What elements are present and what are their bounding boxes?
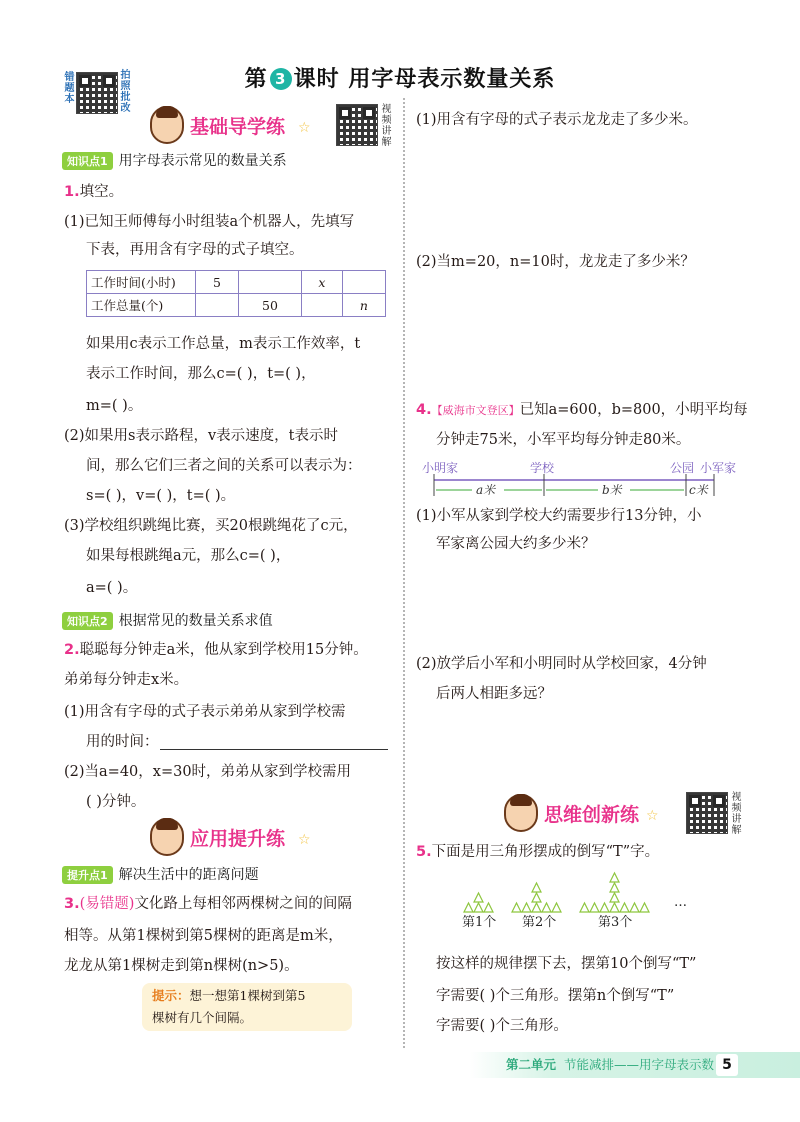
lesson-number-badge: 3 xyxy=(270,68,292,90)
triangle-mark xyxy=(532,883,541,892)
kp2-tag: 知识点2 xyxy=(62,612,113,630)
hint-line-1: 想一想第1棵树到第5 xyxy=(189,988,306,1003)
table-row xyxy=(87,271,386,294)
section-basic-label: 基础导学练 xyxy=(190,116,286,138)
tp1-text: 解决生活中的距离问题 xyxy=(118,867,259,883)
q2-l6: ( )分钟。 xyxy=(86,794,146,810)
q3-text: 文化路上每相邻两棵树之间的间隔 xyxy=(134,896,352,912)
triangle-mark xyxy=(610,873,619,882)
triangle-mark xyxy=(532,893,541,902)
q2-answer-line[interactable] xyxy=(160,749,388,750)
section-thinking-banner xyxy=(504,798,684,828)
q2-text: 聪聪每分钟走a米，他从家到学校用15分钟。 xyxy=(79,642,368,658)
section-apply-label: 应用提升练 xyxy=(190,828,286,850)
triangle-mark xyxy=(580,903,589,912)
q2-number: 2. xyxy=(64,642,80,658)
q4-number: 4. xyxy=(416,402,432,418)
q4-text: 已知a=600，b=800，小明平均每 xyxy=(519,402,748,418)
q4-tag: 【威海市文登区】 xyxy=(431,404,520,417)
footer-text: 节能减排——用字母表示数 xyxy=(564,1057,715,1072)
q5-l4: 字需要( )个三角形。 xyxy=(436,1018,568,1034)
triangle-mark xyxy=(464,903,473,912)
triangle-mark xyxy=(620,903,629,912)
improve-point-1 xyxy=(62,864,259,884)
mistake-book-label: 错题本 xyxy=(64,72,75,105)
table-row xyxy=(87,294,386,317)
kp1-tag: 知识点1 xyxy=(62,152,113,170)
q5-l1 xyxy=(416,842,659,862)
q4-p1-l2: 军家离公园大约多少米？ xyxy=(436,536,596,552)
table-row-head: 工作总量(个) xyxy=(87,294,196,317)
q1-number: 1. xyxy=(64,184,80,200)
q1-p1-l1: (1)已知王师傅每小时组装a个机器人，先填写 xyxy=(64,214,355,230)
q3-l1 xyxy=(64,894,352,914)
triangle-mark xyxy=(640,903,649,912)
q4-l2: 分钟走75米，小军平均每分钟走80米。 xyxy=(436,432,691,448)
triangle-mark xyxy=(522,903,531,912)
q2-l5: (2)当a=40，x=30时，弟弟从家到学校需用 xyxy=(64,764,352,780)
q2-l1 xyxy=(64,640,368,660)
star-icon: ☆ xyxy=(298,832,311,848)
page-title xyxy=(0,62,800,93)
q5-number: 5. xyxy=(416,844,432,860)
table-cell[interactable]: 50 xyxy=(238,294,301,317)
q1-p2-l1: (2)如果用s表示路程，v表示速度，t表示时 xyxy=(64,428,338,444)
q4-p1-l1: (1)小军从家到学校大约需要步行13分钟，小 xyxy=(416,508,702,524)
footer-unit: 第二单元 xyxy=(506,1057,557,1072)
triangle-mark xyxy=(474,903,483,912)
q1-p3-l1: (3)学校组织跳绳比赛，买20根跳绳花了c元， xyxy=(64,518,358,534)
triangle-mark xyxy=(590,903,599,912)
triangle-pattern xyxy=(456,866,696,930)
section-basic-banner xyxy=(150,110,340,140)
table-cell[interactable] xyxy=(196,294,239,317)
q2-l3: (1)用含有字母的式子表示弟弟从家到学校需 xyxy=(64,704,346,720)
triangle-mark xyxy=(532,903,541,912)
kp1-text: 用字母表示常见的数量关系 xyxy=(118,153,287,169)
table-cell[interactable]: x xyxy=(302,271,343,294)
qr-code-video-1[interactable] xyxy=(336,104,378,146)
pattern-label: 第2个 xyxy=(522,915,557,930)
mascot-icon xyxy=(504,794,538,832)
q1-p2-l3: s=( )，v=( )，t=( )。 xyxy=(86,488,236,504)
q3-l3: 龙龙从第1棵树走到第n棵树(n>5)。 xyxy=(64,958,299,974)
triangle-mark xyxy=(542,903,551,912)
hint-line-2: 棵树有几个间隔。 xyxy=(152,1010,253,1025)
section-apply-banner xyxy=(150,822,340,852)
title-prefix: 第 xyxy=(244,67,268,92)
triangle-mark xyxy=(552,903,561,912)
triangle-mark xyxy=(474,893,483,902)
photo-correct-label: 拍照批改 xyxy=(120,70,131,114)
table-cell[interactable] xyxy=(302,294,343,317)
pattern-label: 第3个 xyxy=(598,915,633,930)
column-divider xyxy=(403,98,405,1048)
triangle-mark xyxy=(610,893,619,902)
place-label: 公园 xyxy=(670,461,695,475)
work-table xyxy=(86,270,386,317)
table-cell[interactable]: 5 xyxy=(196,271,239,294)
video-label-2: 视频讲解 xyxy=(731,792,742,836)
knowledge-point-1 xyxy=(62,150,287,170)
pattern-ellipsis: … xyxy=(674,895,687,910)
segment-label: b米 xyxy=(602,483,622,497)
q3-hint-box xyxy=(142,983,352,1031)
q4-p2-l1: (2)放学后小军和小明同时从学校回家，4分钟 xyxy=(416,656,707,672)
mascot-icon xyxy=(150,818,184,856)
place-label: 小明家 xyxy=(422,461,459,475)
triangle-mark xyxy=(484,903,493,912)
q5-text: 下面是用三角形摆成的倒写“T”字。 xyxy=(431,844,660,860)
q3-tag: (易错题) xyxy=(79,896,135,912)
q1-p2-l2: 间，那么它们三者之间的关系可以表示为： xyxy=(86,458,362,474)
table-cell[interactable] xyxy=(342,271,385,294)
q3-number: 3. xyxy=(64,896,80,912)
star-icon: ☆ xyxy=(298,120,311,136)
mascot-icon xyxy=(150,106,184,144)
q1-title xyxy=(64,182,123,202)
q3-right-p2: (2)当m=20，n=10时，龙龙走了多少米？ xyxy=(416,254,695,270)
section-thinking-label: 思维创新练 xyxy=(544,804,640,826)
qr-code-video-2[interactable] xyxy=(686,792,728,834)
place-label: 学校 xyxy=(530,461,555,475)
q1-p3-l2: 如果每根跳绳a元，那么c=( )， xyxy=(86,548,291,564)
triangle-mark xyxy=(610,883,619,892)
q3-l2: 相等。从第1棵树到第5棵树的距离是m米， xyxy=(64,928,343,944)
q1-text: 填空。 xyxy=(79,184,124,200)
video-label-1: 视频讲解 xyxy=(381,104,392,148)
triangle-mark xyxy=(512,903,521,912)
q4-l1 xyxy=(416,400,748,421)
segment-label: a米 xyxy=(476,483,496,497)
q1-p1-l4: 表示工作时间，那么c=( )，t=( )， xyxy=(86,366,316,382)
triangle-mark xyxy=(610,903,619,912)
q5-l2: 按这样的规律摆下去，摆第10个倒写“T” xyxy=(436,956,697,972)
knowledge-point-2 xyxy=(62,610,273,630)
title-text: 课时 用字母表示数量关系 xyxy=(293,67,556,92)
place-label: 小军家 xyxy=(700,461,737,475)
q2-l2: 弟弟每分钟走x米。 xyxy=(64,672,189,688)
triangle-mark xyxy=(630,903,639,912)
tp1-tag: 提升点1 xyxy=(62,866,113,884)
q4-p2-l2: 后两人相距多远？ xyxy=(436,686,552,702)
table-row-head: 工作时间(小时) xyxy=(87,271,196,294)
kp2-text: 根据常见的数量关系求值 xyxy=(118,613,273,629)
segment-label: c米 xyxy=(689,483,708,497)
q5-l3: 字需要( )个三角形。摆第n个倒写“T” xyxy=(436,988,675,1004)
pattern-label: 第1个 xyxy=(462,915,497,930)
triangle-mark xyxy=(600,903,609,912)
q1-p1-l5: m=( )。 xyxy=(86,398,143,414)
q2-l4: 用的时间： xyxy=(86,734,159,750)
page-footer xyxy=(470,1052,800,1078)
table-cell[interactable] xyxy=(238,271,301,294)
star-icon: ☆ xyxy=(646,808,659,824)
q3-right-p1: (1)用含有字母的式子表示龙龙走了多少米。 xyxy=(416,112,698,128)
q1-p1-l2: 下表，再用含有字母的式子填空。 xyxy=(86,242,304,258)
q1-p3-l3: a=( )。 xyxy=(86,580,138,596)
page-number: 5 xyxy=(716,1054,738,1076)
hint-label: 提示： xyxy=(152,988,190,1003)
q1-p1-l3: 如果用c表示工作总量，m表示工作效率，t xyxy=(86,336,361,352)
distance-diagram xyxy=(414,456,744,506)
table-cell[interactable]: n xyxy=(342,294,385,317)
